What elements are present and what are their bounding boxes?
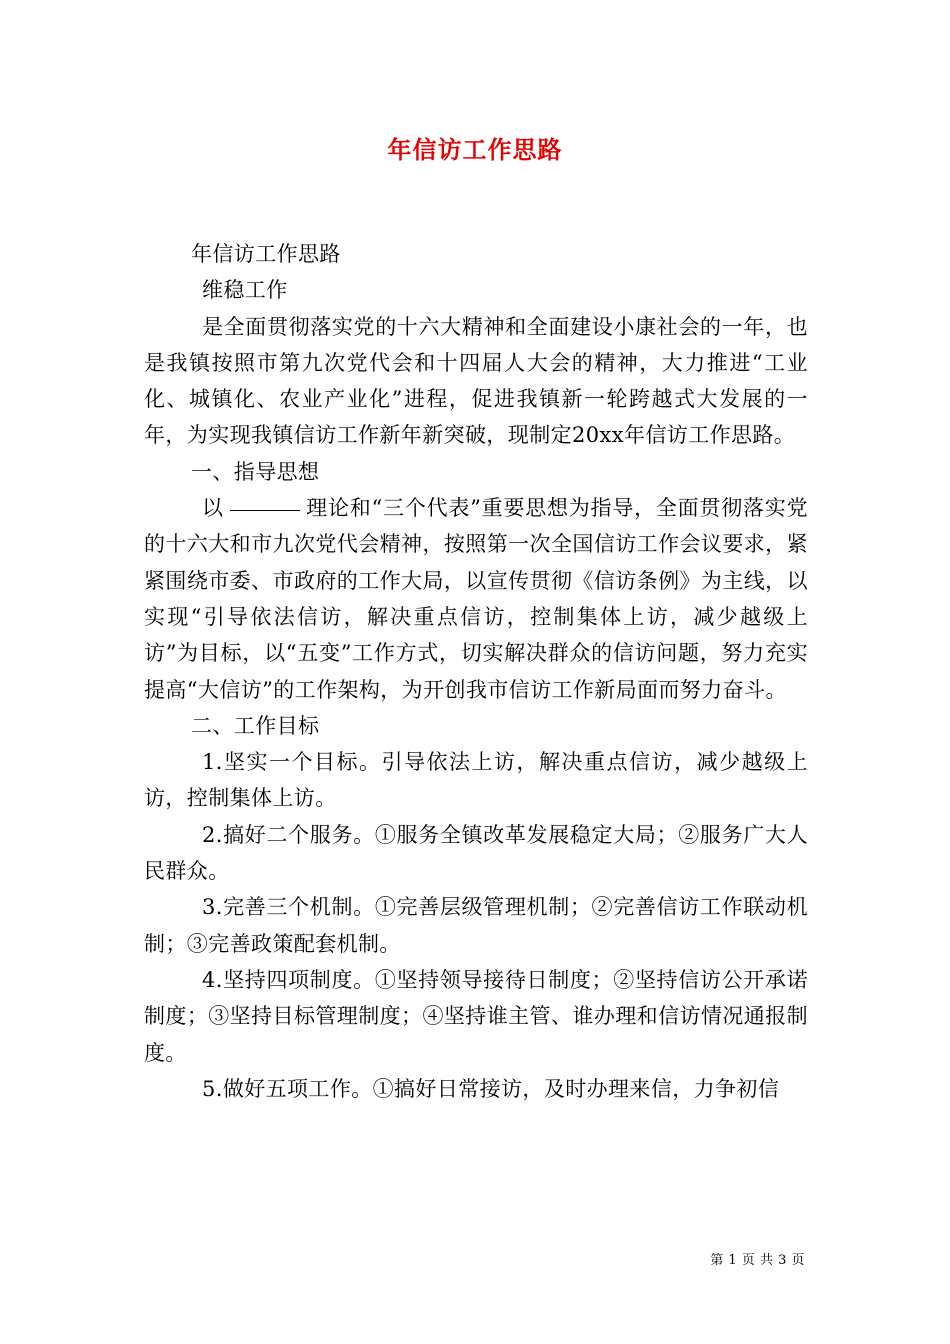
paragraph (144, 490, 808, 708)
paragraph: 是全面贯彻落实党的十六大精神和全面建设小康社会的一年，也是我镇按照市第九次党代会和十四届人大会的精神，大力推进“工业化、城镇化、农业产业化”进程，促进我镇新一轮跨越式大发展的一年，为实现我镇信访工作新年新突破，现制定20xx年信访工作思路。 (144, 314, 808, 448)
paragraph-prefix: 以 (202, 496, 224, 521)
page-number: 第 1 页 共 3 页 (710, 1253, 805, 1268)
section-heading: 一、指导思想 (191, 459, 320, 484)
section-heading: 二、工作目标 (191, 713, 320, 738)
document-title: 年信访工作思路 (387, 135, 563, 164)
paragraph: 维稳工作 (202, 278, 288, 303)
list-item: 1.坚实一个目标。引导依法上访，解决重点信访，减少越级上访，控制集体上访。 (144, 750, 808, 811)
list-item: 2.搞好二个服务。①服务全镇改革发展稳定大局；②服务广大人民群众。 (144, 822, 808, 884)
document-body (144, 236, 808, 1107)
list-item: 4.坚持四项制度。①坚持领导接待日制度；②坚持信访公开承诺制度；③坚持目标管理制度；④坚持谁主管、谁办理和信访情况通报制度。 (144, 967, 808, 1065)
fill-in-blank (230, 509, 300, 511)
paragraph: 年信访工作思路 (191, 242, 341, 266)
list-item: 5.做好五项工作。①搞好日常接访，及时办理来信，力争初信 (202, 1076, 780, 1101)
list-item: 3.完善三个机制。①完善层级管理机制；②完善信访工作联动机制；③完善政策配套机制。 (144, 895, 808, 956)
paragraph-text: 理论和“三个代表”重要思想为指导，全面贯彻落实党的十六大和市九次党代会精神，按照第一次全国信访工作会议要求，紧紧围绕市委、市政府的工作大局，以宣传贯彻《信访条例》为主线，以实现“引导依法信访，解决重点信访，控制集体上访，减少越级上访”为目标，以“五变”工作方式，切实解决群众的信访问题，努力充实提高“大信访”的工作架构，为开创我市信访工作新局面而努力奋斗。 (144, 496, 808, 702)
